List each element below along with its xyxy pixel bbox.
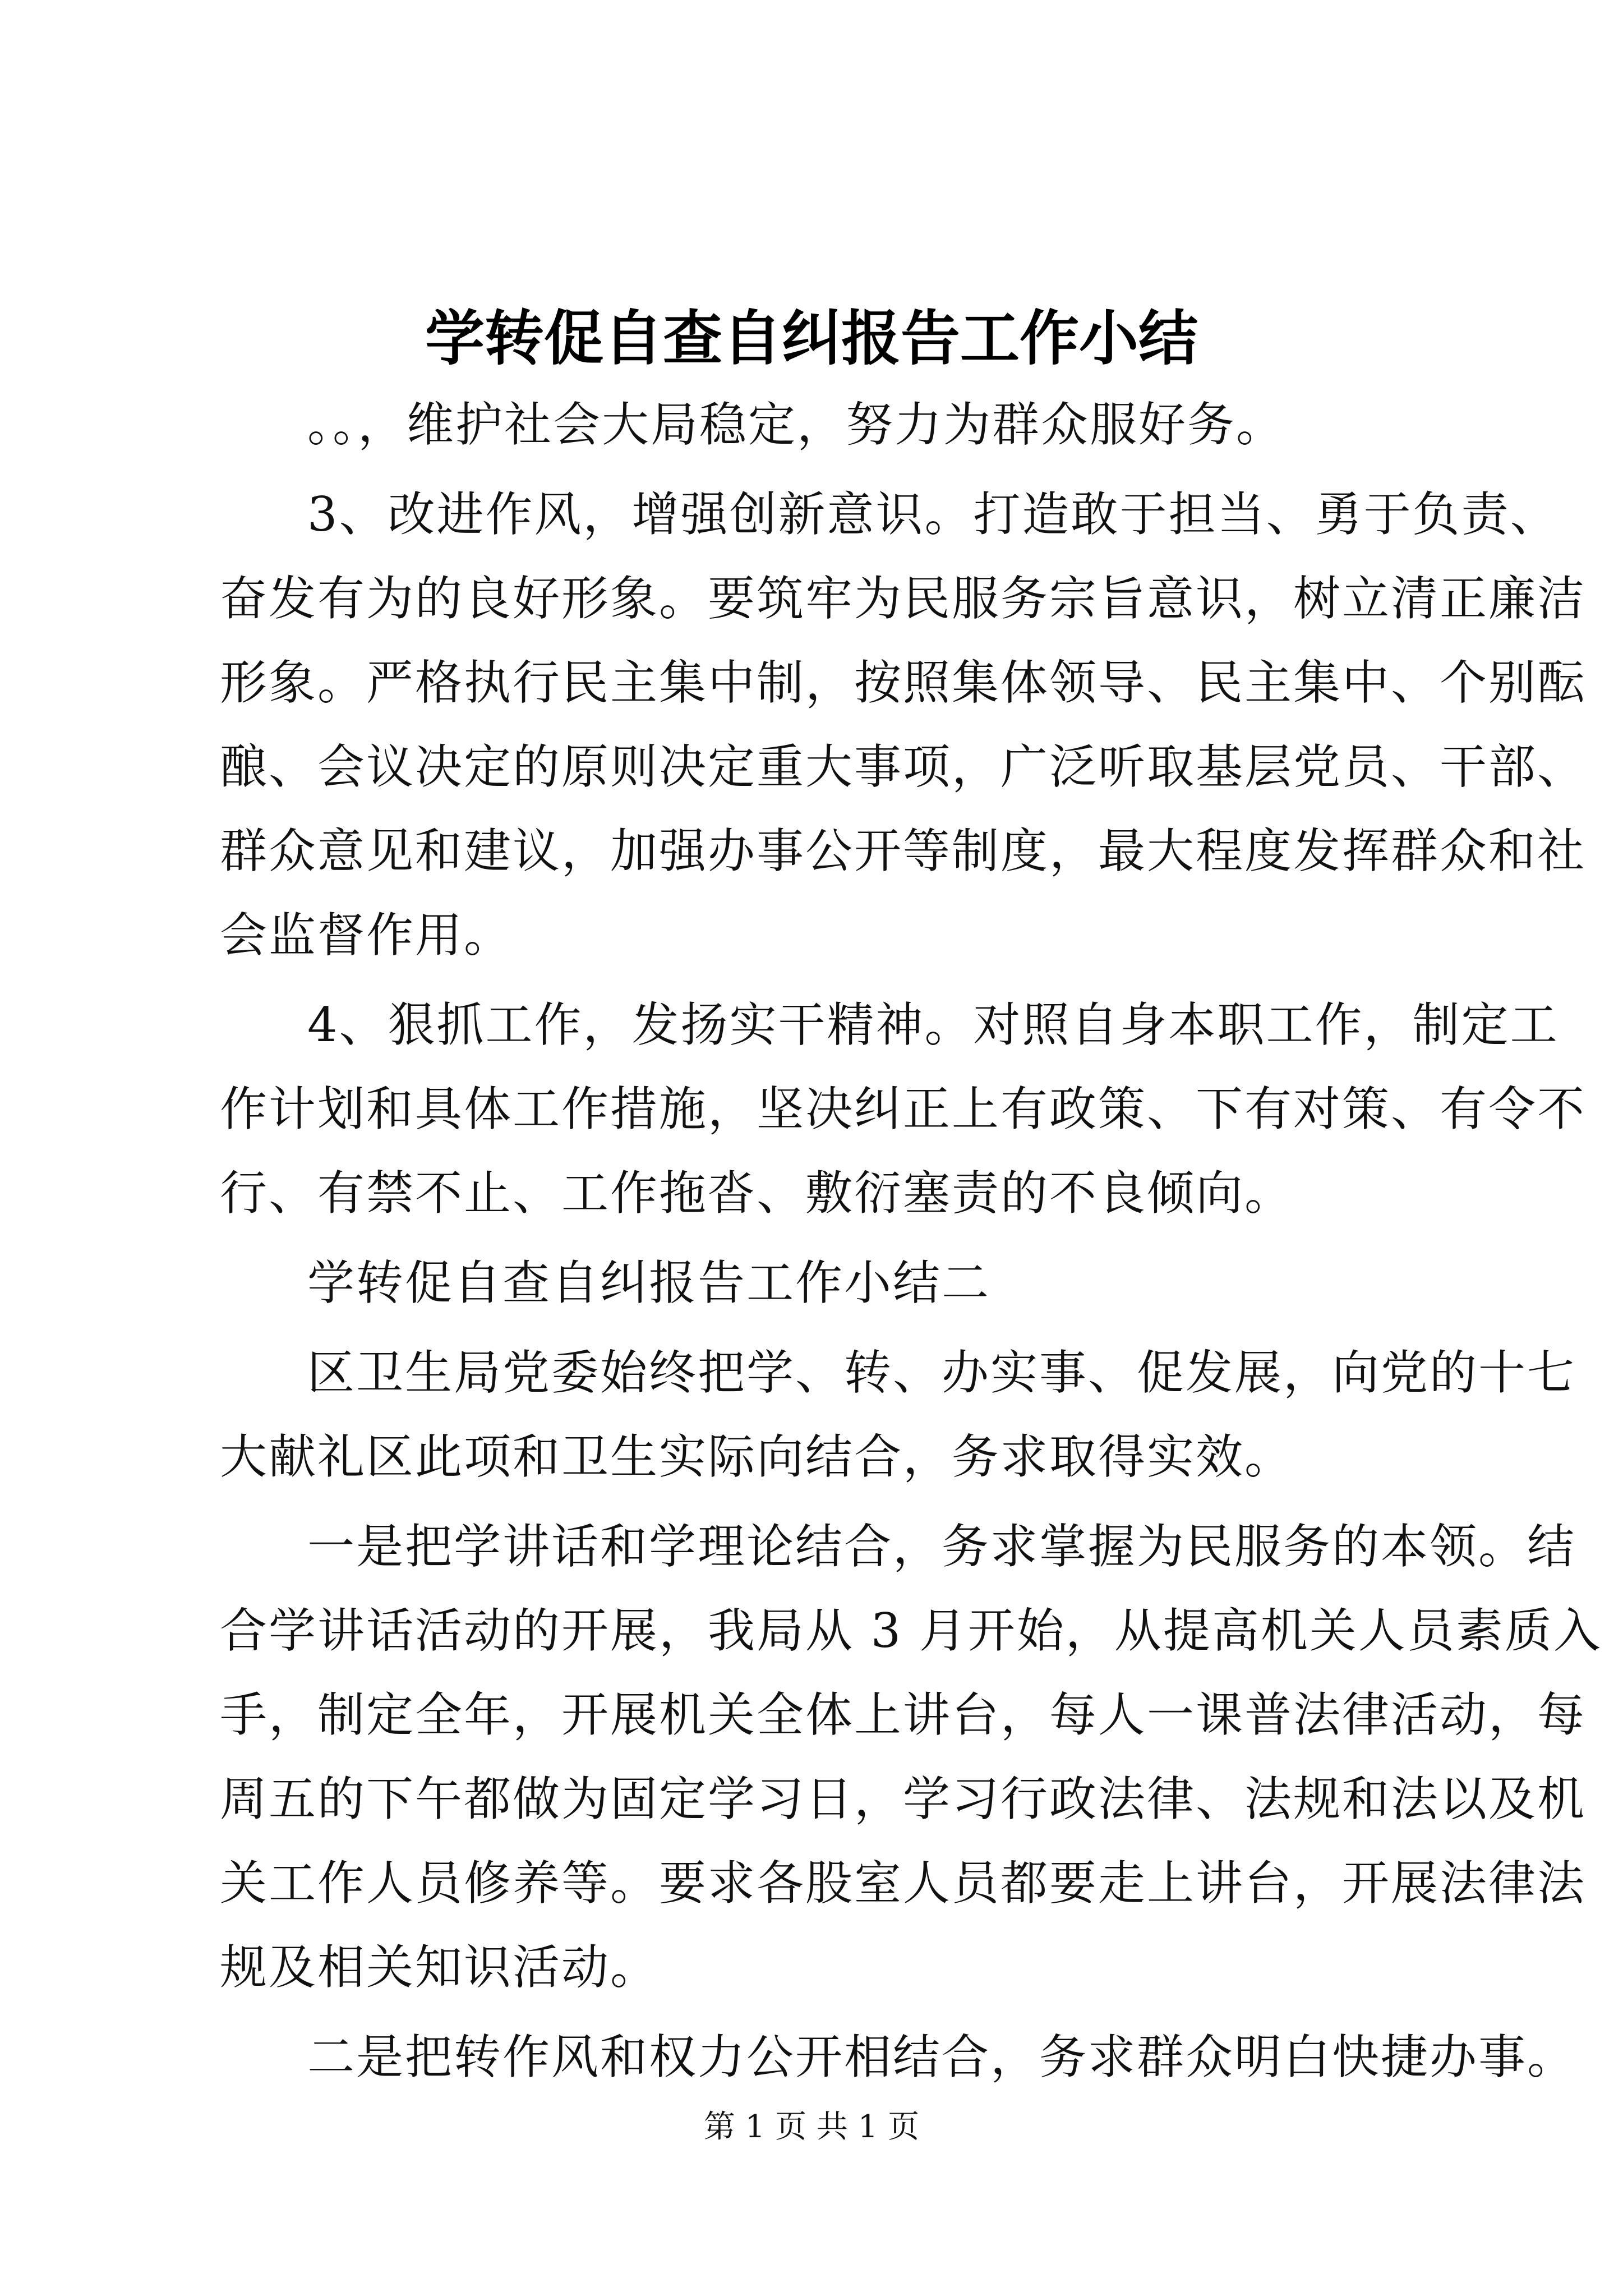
body-line: 形象。严格执行民主集中制，按照集体领导、民主集中、个别酝 (220, 655, 1587, 710)
body-line: 4、狠抓工作，发扬实干精神。对照自身本职工作，制定工 (307, 997, 1559, 1052)
document-title: 学转促自查自纠报告工作小结 (425, 303, 1198, 373)
body-line: 群众意见和建议，加强办事公开等制度，最大程度发挥群众和社 (220, 823, 1587, 878)
body-line: 。。，维护社会大局稳定，努力为群众服好务。 (307, 397, 1285, 452)
body-line: 合学讲话活动的开展，我局从 3 月开始，从提高机关人员素质入 (220, 1603, 1602, 1658)
body-line: 手，制定全年，开展机关全体上讲台，每人一课普法律活动，每 (220, 1687, 1587, 1742)
body-line: 大献礼区此项和卫生实际向结合，务求取得实效。 (220, 1429, 1294, 1484)
body-line: 奋发有为的良好形象。要筑牢为民服务宗旨意识，树立清正廉洁 (220, 571, 1587, 626)
body-line: 二是把转作风和权力公开相结合，务求群众明白快捷办事。 (307, 2030, 1576, 2085)
body-line: 一是把学讲话和学理论结合，务求掌握为民服务的本领。结 (307, 1519, 1576, 1574)
body-line: 关工作人员修养等。要求各股室人员都要走上讲台，开展法律法 (220, 1856, 1587, 1911)
section-subtitle: 学转促自查自纠报告工作小结二 (307, 1255, 991, 1310)
body-line: 酿、会议决定的原则决定重大事项，广泛听取基层党员、干部、 (220, 739, 1587, 794)
page-footer: 第 1 页 共 1 页 (703, 2109, 920, 2145)
body-line: 规及相关知识活动。 (220, 1940, 660, 1995)
body-line: 3、改进作风，增强创新意识。打造敢于担当、勇于负责、 (307, 487, 1559, 542)
body-line: 区卫生局党委始终把学、转、办实事、促发展，向党的十七 (307, 1345, 1576, 1400)
body-line: 周五的下午都做为固定学习日，学习行政法律、法规和法以及机 (220, 1772, 1587, 1826)
body-line: 会监督作用。 (220, 908, 513, 963)
body-line: 作计划和具体工作措施，坚决纠正上有政策、下有对策、有令不 (220, 1082, 1587, 1137)
body-line: 行、有禁不止、工作拖沓、敷衍塞责的不良倾向。 (220, 1166, 1294, 1221)
